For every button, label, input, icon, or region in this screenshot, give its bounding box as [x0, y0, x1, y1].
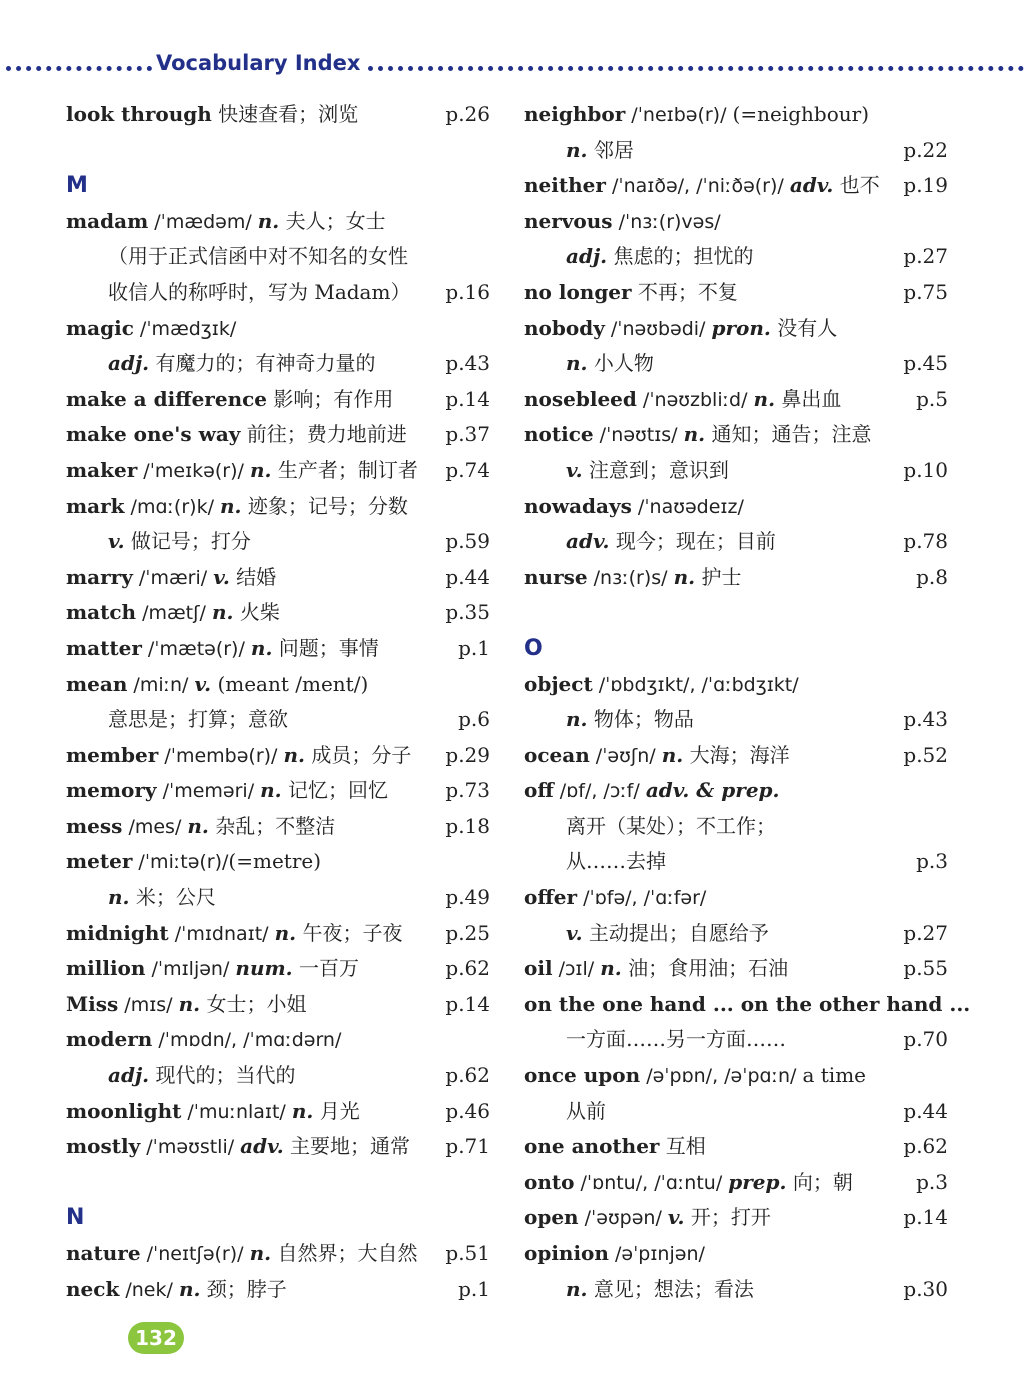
part-of-speech: n. — [753, 386, 776, 411]
vocab-entry — [524, 738, 952, 774]
definition: 快速查看；浏览 — [211, 102, 359, 126]
part-of-speech: n. — [566, 351, 588, 376]
headword: onto — [524, 1169, 575, 1194]
phonetic: /ˈmeɪkə(r)/ — [137, 459, 250, 482]
phonetic: /ˈmɒdn/, /ˈmɑːdərn/ — [152, 1029, 342, 1052]
vocab-entry — [524, 417, 952, 453]
headword: maker — [66, 457, 138, 482]
definition: 意见；想法；看法 — [587, 1276, 754, 1301]
entry-continuation — [66, 524, 494, 560]
definition: 现今；现在；目前 — [609, 529, 776, 554]
vocab-entry — [524, 382, 952, 418]
headword: memory — [66, 778, 157, 803]
phonetic: /ˈɒfə/, /ˈɑːfər/ — [577, 887, 707, 910]
headword: object — [524, 671, 593, 696]
headword: mean — [66, 671, 128, 696]
definition: （用于正式信函中对不知名的女性 — [108, 244, 408, 269]
vocab-entry — [66, 1272, 494, 1308]
headword: make a difference — [66, 386, 268, 411]
headword: matter — [66, 635, 142, 660]
spacer — [524, 595, 952, 631]
phonetic: /ˈneɪtʃə(r)/ — [140, 1243, 250, 1265]
vocab-entry — [524, 97, 952, 133]
part-of-speech: n. — [178, 1276, 201, 1301]
entry-continuation — [66, 346, 494, 382]
entry-continuation — [524, 702, 952, 738]
page-reference: p.18 — [445, 813, 490, 838]
page-reference: p.45 — [903, 351, 948, 376]
phonetic: /ˈnəʊtɪs/ — [593, 424, 684, 447]
vocab-entry — [66, 489, 494, 525]
part-of-speech: n. — [661, 742, 684, 767]
entry-continuation — [66, 275, 494, 311]
part-of-speech: v. — [566, 920, 583, 945]
definition: 意思是；打算；意欲 — [108, 707, 288, 732]
entry-continuation — [524, 809, 952, 845]
phonetic: /ˈnaɪðə/, /ˈniːðə(r)/ — [605, 175, 790, 198]
part-of-speech: n. — [600, 956, 622, 981]
part-of-speech: v. — [667, 1205, 685, 1230]
vocab-entry — [524, 168, 952, 204]
definition: 主动提出；自愿给予 — [582, 920, 769, 945]
vocab-entry — [66, 311, 494, 347]
vocab-entry — [524, 773, 952, 809]
definition: 现代的；当代的 — [149, 1063, 296, 1088]
definition: 颈；脖子 — [200, 1276, 287, 1301]
page-number-badge: 132 — [128, 1322, 184, 1354]
vocab-entry — [524, 1236, 952, 1272]
definition: 迹象；记号；分数 — [241, 493, 408, 518]
vocab-entry — [66, 1022, 494, 1058]
part-of-speech: n. — [291, 1098, 314, 1123]
definition: 夫人；女士 — [279, 208, 386, 233]
definition: 成员；分子 — [305, 742, 412, 767]
part-of-speech: n. — [108, 885, 130, 910]
headword: notice — [524, 422, 594, 447]
page-reference: p.16 — [445, 279, 490, 304]
definition: 影响；有作用 — [267, 386, 394, 411]
entry-continuation — [524, 239, 952, 275]
vocab-entry — [66, 204, 494, 240]
page-reference: p.14 — [903, 1205, 948, 1230]
phonetic: /nɜː(r)s/ — [587, 566, 674, 589]
headword: modern — [66, 1027, 153, 1052]
page-reference: p.27 — [903, 920, 948, 945]
phonetic: /ˈneɪbə(r)/ — [625, 104, 733, 126]
entry-continuation — [524, 524, 952, 560]
part-of-speech: n. — [673, 564, 696, 589]
part-of-speech: n. — [187, 813, 209, 838]
definition: 米；公尺 — [129, 885, 216, 910]
definition: 大海；海洋 — [683, 742, 790, 767]
headword: oil — [524, 956, 553, 981]
phonetic: /mɪs/ — [118, 993, 179, 1016]
definition: 自然界；大自然 — [271, 1241, 418, 1265]
headword: match — [66, 600, 137, 625]
page-reference: p.5 — [916, 386, 948, 411]
part-of-speech: n. — [257, 208, 280, 233]
headword: open — [524, 1205, 579, 1230]
vocab-entry — [524, 667, 952, 703]
phonetic: /miːn/ — [127, 673, 195, 696]
vocab-entry — [524, 489, 952, 525]
page-reference: p.14 — [445, 386, 490, 411]
page-reference: p.30 — [903, 1276, 948, 1301]
headword: nature — [66, 1241, 141, 1265]
headword: nowadays — [524, 493, 632, 518]
vocab-entry — [524, 1165, 952, 1201]
headword: madam — [66, 208, 149, 233]
phonetic: /əˈpɪnjən/ — [608, 1243, 705, 1265]
page-reference: p.46 — [445, 1098, 490, 1123]
phonetic: /mætʃ/ — [136, 602, 212, 625]
definition: 没有人 — [770, 315, 838, 340]
vocab-entry — [66, 844, 494, 880]
header-title: Vocabulary Index — [156, 51, 361, 75]
phonetic: /ˈmædʒɪk/ — [133, 317, 237, 340]
page-reference: p.6 — [458, 707, 490, 732]
headword: neither — [524, 173, 606, 198]
vocab-entry — [66, 453, 494, 489]
phonetic: /ˈəʊpən/ — [578, 1207, 668, 1230]
headword: marry — [66, 564, 133, 589]
part-of-speech: n. — [220, 493, 242, 518]
section-letter-text: N — [66, 1205, 85, 1231]
definition: 物体；物品 — [587, 707, 694, 732]
definition: 有魔力的；有神奇力量的 — [149, 351, 376, 376]
entry-continuation — [524, 453, 952, 489]
part-of-speech: adj. — [108, 1063, 150, 1088]
right-column — [524, 97, 971, 1307]
phonetic: /ˈmæri/ — [132, 566, 214, 589]
phonetic: /ˈmædəm/ — [148, 210, 258, 233]
definition: 油；食用油；石油 — [621, 956, 789, 981]
page-reference: p.43 — [903, 707, 948, 732]
page-reference: p.8 — [916, 564, 948, 589]
part-of-speech: num. — [235, 956, 293, 981]
vocab-entry — [66, 1129, 494, 1165]
part-of-speech: v. — [108, 529, 125, 554]
left-column — [66, 97, 494, 1307]
vocab-entry — [524, 1200, 952, 1236]
headword: once upon — [524, 1063, 641, 1088]
definition: 结婚 — [229, 564, 277, 589]
phonetic: /ˈnaʊədeɪz/ — [631, 495, 744, 518]
page-reference: p.62 — [445, 1063, 490, 1088]
definition: 通知；通告；注意 — [705, 422, 872, 447]
vocab-entry — [524, 951, 952, 987]
page-reference: p.27 — [903, 244, 948, 269]
page-reference: p.37 — [445, 422, 490, 447]
phonetic: /ˈɒntu/, /ˈɑːntu/ — [574, 1171, 729, 1194]
vocab-entry — [524, 560, 952, 596]
vocab-entry — [66, 951, 494, 987]
page-reference: p.74 — [445, 457, 490, 482]
headword: member — [66, 742, 159, 767]
vocab-entry — [524, 1129, 952, 1165]
definition: 邻居 — [587, 137, 634, 162]
page-reference: p.26 — [445, 102, 490, 126]
headword: neck — [66, 1276, 120, 1301]
part-of-speech: adv. — [240, 1134, 284, 1159]
definition: 做记号；打分 — [124, 529, 251, 554]
part-of-speech: v. — [194, 671, 212, 696]
definition: 收信人的称呼时，写为 Madam） — [108, 279, 411, 304]
entry-continuation — [524, 133, 952, 169]
vocab-entry — [66, 809, 494, 845]
phonetic: /ˈmɪdnaɪt/ — [168, 922, 275, 945]
headword: no longer — [524, 279, 632, 304]
phonetic: /ˈnɜː(r)vəs/ — [612, 210, 721, 233]
vocab-entry — [524, 275, 952, 311]
definition: 女士；小姐 — [200, 991, 307, 1016]
spacer — [66, 133, 494, 169]
phonetic: /ˈmembə(r)/ — [158, 744, 284, 767]
part-of-speech: v. — [566, 457, 583, 482]
phonetic: /əˈpɒn/, /əˈpɑːn/ — [640, 1065, 803, 1088]
headword: moonlight — [66, 1098, 182, 1123]
vocab-entry — [66, 987, 494, 1023]
headword: nobody — [524, 315, 605, 340]
vocab-entry — [66, 97, 494, 133]
headword: Miss — [66, 991, 119, 1016]
part-of-speech: n. — [283, 742, 306, 767]
page-reference: p.59 — [445, 529, 490, 554]
phonetic: /ˈnəʊzbliːd/ — [636, 388, 754, 411]
headword: midnight — [66, 920, 169, 945]
entry-continuation — [524, 346, 952, 382]
headword: make one's way — [66, 422, 241, 447]
page-reference: p.52 — [903, 742, 948, 767]
part-of-speech: adv. — [789, 173, 834, 198]
vocab-entry — [66, 1236, 494, 1272]
definition: 生产者；制订者 — [271, 457, 418, 482]
phonetic: /ˈəʊʃn/ — [589, 744, 662, 767]
vocab-entry — [524, 987, 971, 1023]
page-reference: p.1 — [458, 635, 490, 660]
headword: opinion — [524, 1241, 609, 1265]
definition: 从……去掉 — [566, 849, 666, 874]
phonetic: /ɒf/, /ɔːf/ — [553, 780, 646, 803]
section-letter — [66, 1200, 494, 1236]
phonetic: /ˈɒbdʒɪkt/, /ˈɑːbdʒɪkt/ — [592, 673, 799, 696]
part-of-speech: adv. & prep. — [645, 778, 780, 803]
page-reference: p.29 — [445, 742, 490, 767]
page-reference: p.14 — [445, 991, 490, 1016]
vocab-entry — [524, 1058, 952, 1094]
part-of-speech: n. — [566, 707, 588, 732]
spacer — [66, 1165, 494, 1201]
definition: 注意到；意识到 — [582, 457, 729, 482]
phonetic: /ˈmeməri/ — [156, 780, 261, 803]
definition: 小人物 — [587, 351, 654, 376]
page-reference: p.35 — [445, 600, 490, 625]
definition: a time — [802, 1063, 866, 1088]
part-of-speech: n. — [178, 991, 201, 1016]
part-of-speech: n. — [249, 1241, 272, 1265]
headword: off — [524, 778, 554, 803]
headword: look through — [66, 102, 212, 126]
page-reference: p.44 — [445, 564, 490, 589]
part-of-speech: n. — [211, 600, 234, 625]
part-of-speech: n. — [683, 422, 706, 447]
headword: on the one hand ... on the other hand ... — [524, 991, 971, 1016]
definition: (=metre) — [228, 849, 322, 874]
vocab-entry — [66, 382, 494, 418]
page-header — [0, 50, 1024, 84]
part-of-speech: n. — [566, 1276, 588, 1301]
definition: 离开（某处）；不工作； — [566, 813, 776, 838]
headword: nurse — [524, 564, 588, 589]
entry-continuation — [524, 1094, 952, 1130]
header-dots-left — [6, 66, 152, 71]
vocab-entry — [66, 773, 494, 809]
page-reference: p.43 — [445, 351, 490, 376]
definition: 月光 — [313, 1098, 360, 1123]
entry-continuation — [66, 239, 494, 275]
vocab-entry — [66, 631, 494, 667]
definition: 前往；费力地前进 — [240, 422, 407, 447]
definition: 焦虑的；担忧的 — [607, 244, 754, 269]
phonetic: /ˈmætə(r)/ — [141, 637, 251, 660]
headword: nervous — [524, 208, 613, 233]
phonetic: /ˈmuːnlaɪt/ — [181, 1100, 292, 1123]
definition: 一方面……另一方面…… — [566, 1027, 786, 1052]
definition: (meant /ment/) — [211, 671, 369, 696]
headword: nosebleed — [524, 386, 637, 411]
definition: (=neighbour) — [732, 102, 869, 126]
headword: mess — [66, 813, 123, 838]
entry-continuation — [66, 702, 494, 738]
entry-continuation — [66, 880, 494, 916]
headword: neighbor — [524, 102, 626, 126]
page-reference: p.44 — [903, 1098, 948, 1123]
page-reference: p.78 — [903, 529, 948, 554]
headword: offer — [524, 885, 578, 910]
definition: 问题；事情 — [272, 635, 379, 660]
section-letter-text: M — [66, 173, 88, 199]
section-letter-text: O — [524, 635, 543, 661]
page-reference: p.19 — [903, 173, 948, 198]
page-reference: p.73 — [445, 778, 490, 803]
definition: 鼻出血 — [775, 386, 842, 411]
part-of-speech: pron. — [711, 315, 771, 340]
definition: 护士 — [695, 564, 742, 589]
entry-continuation — [524, 844, 952, 880]
vocab-entry — [66, 667, 494, 703]
vocab-entry — [66, 738, 494, 774]
page-reference: p.75 — [903, 279, 948, 304]
headword: ocean — [524, 742, 590, 767]
page-reference: p.55 — [903, 956, 948, 981]
definition: 互相 — [659, 1134, 706, 1159]
headword: million — [66, 956, 146, 981]
part-of-speech: v. — [213, 564, 230, 589]
headword: magic — [66, 315, 134, 340]
headword: one another — [524, 1134, 660, 1159]
definition: 也不 — [833, 173, 880, 198]
headword: mostly — [66, 1134, 141, 1159]
vocab-entry — [66, 417, 494, 453]
page-reference: p.71 — [445, 1134, 490, 1159]
headword: meter — [66, 849, 133, 874]
page-reference: p.49 — [445, 885, 490, 910]
page-reference: p.70 — [903, 1027, 948, 1052]
definition: 杂乱；不整洁 — [208, 813, 336, 838]
section-letter — [524, 631, 952, 667]
definition: 开；打开 — [684, 1205, 771, 1230]
phonetic: /ˈməʊstli/ — [140, 1136, 241, 1159]
phonetic: /ˈmɪljən/ — [145, 958, 236, 981]
phonetic: /nek/ — [119, 1278, 179, 1301]
page-reference: p.62 — [445, 956, 490, 981]
definition: 主要地；通常 — [283, 1134, 411, 1159]
vocab-entry — [66, 560, 494, 596]
entry-continuation — [524, 916, 952, 952]
page-reference: p.3 — [916, 1169, 948, 1194]
definition: 午夜；子夜 — [296, 920, 403, 945]
page-reference: p.51 — [445, 1241, 490, 1265]
vocab-entry — [66, 916, 494, 952]
page-reference: p.10 — [903, 457, 948, 482]
part-of-speech: n. — [274, 920, 297, 945]
vocab-entry — [524, 204, 952, 240]
part-of-speech: n. — [250, 635, 273, 660]
definition: 火柴 — [233, 600, 280, 625]
page-reference: p.22 — [903, 137, 948, 162]
part-of-speech: adj. — [566, 244, 608, 269]
entry-continuation — [524, 1272, 952, 1308]
page-reference: p.1 — [458, 1276, 490, 1301]
phonetic: /mɑː(r)k/ — [124, 495, 221, 518]
vocab-entry — [524, 880, 952, 916]
headword: mark — [66, 493, 125, 518]
phonetic: /ɔɪl/ — [552, 958, 601, 981]
part-of-speech: n. — [249, 457, 272, 482]
page-reference: p.3 — [916, 849, 948, 874]
header-dots-right — [368, 66, 1024, 71]
part-of-speech: n. — [566, 137, 588, 162]
vocab-entry — [524, 311, 952, 347]
part-of-speech: n. — [260, 778, 282, 803]
entry-continuation — [66, 1058, 494, 1094]
part-of-speech: adj. — [108, 351, 150, 376]
phonetic: /mes/ — [122, 815, 188, 838]
section-letter — [66, 168, 494, 204]
page-reference: p.25 — [445, 920, 490, 945]
entry-continuation — [524, 1022, 952, 1058]
definition: 从前 — [566, 1098, 606, 1123]
definition: 记忆；回忆 — [281, 778, 389, 803]
part-of-speech: prep. — [728, 1169, 787, 1194]
definition: 不再；不复 — [631, 279, 738, 304]
part-of-speech: adv. — [566, 529, 610, 554]
page-reference: p.62 — [903, 1134, 948, 1159]
vocab-entry — [66, 1094, 494, 1130]
phonetic: /ˈmiːtə(r)/ — [132, 851, 229, 874]
phonetic: /ˈnəʊbədi/ — [604, 317, 712, 340]
definition: 一百万 — [292, 956, 359, 981]
vocab-entry — [66, 595, 494, 631]
definition: 向；朝 — [786, 1169, 853, 1194]
